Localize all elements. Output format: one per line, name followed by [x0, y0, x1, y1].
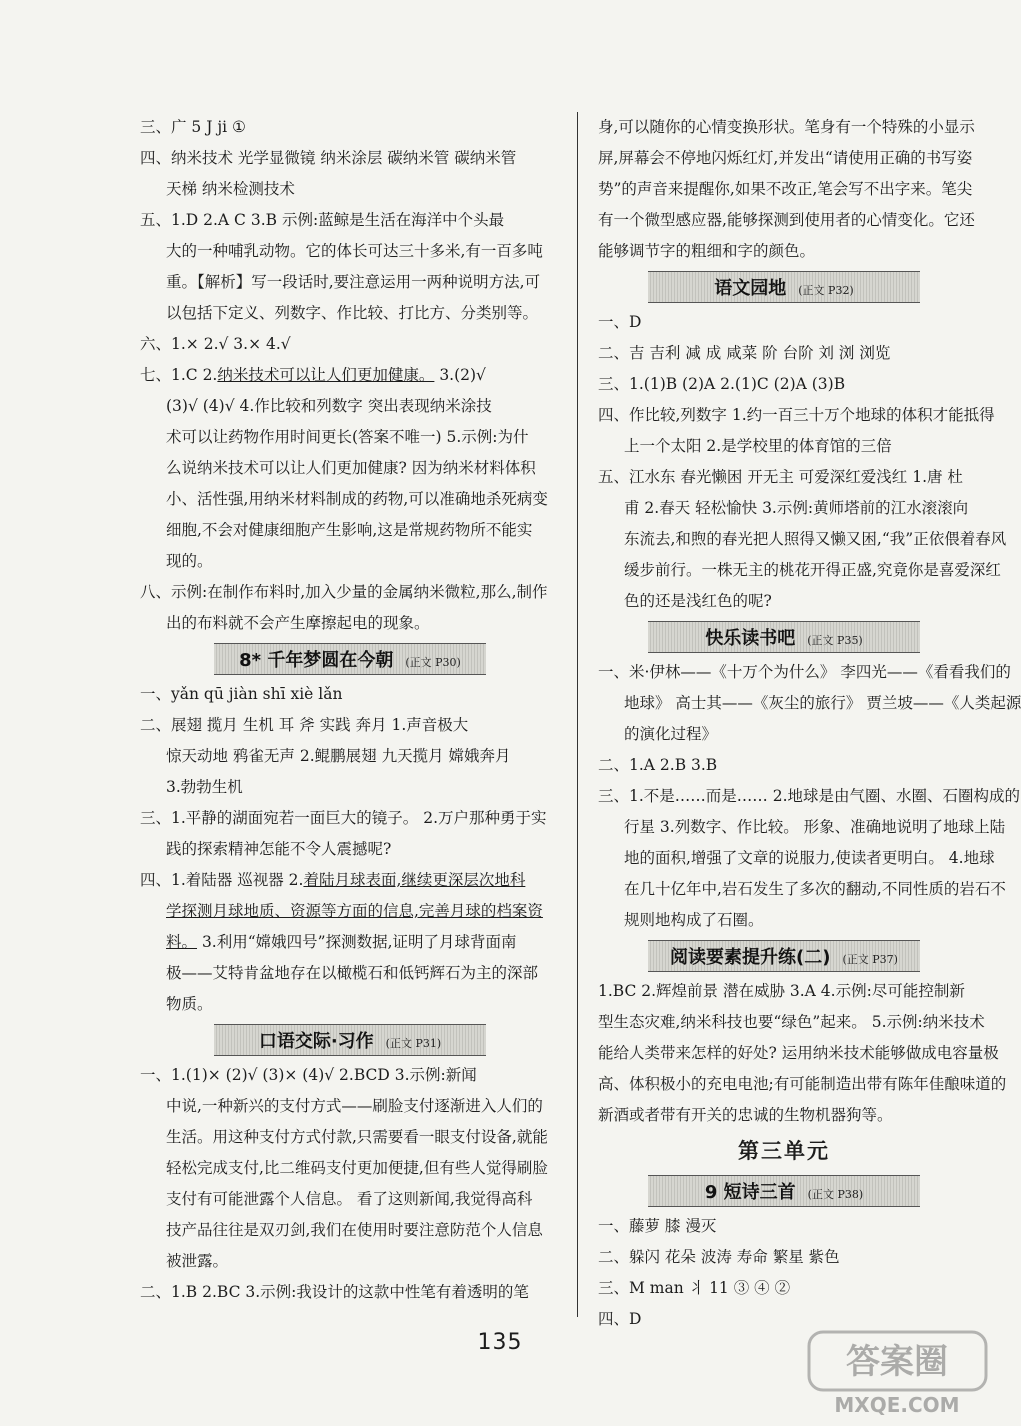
answer-line: 二、1.B 2.BC 3.示例:我设计的这款中性笔有着透明的笔	[140, 1283, 529, 1301]
section-heading-box	[648, 271, 920, 303]
answer-line: 1.BC 2.辉煌前景 潜在威胁 3.A 4.示例:尽可能控制新	[598, 982, 965, 1000]
section-heading-title: 9 短诗三首	[704, 1182, 796, 1203]
right-block-2	[598, 307, 1007, 617]
left-block-1	[140, 112, 560, 360]
answer-line: 么说纳米技术可以让人们更加健康? 因为纳米材料体积	[166, 459, 536, 477]
answer-line: 四、纳米技术 光学显微镜 纳米涂层 碳纳米管 碳纳米管	[140, 149, 517, 167]
section-heading-box	[648, 1175, 920, 1207]
section-heading-ref: (正文 P30)	[405, 656, 461, 669]
answer-line-q7	[140, 360, 560, 391]
watermark-url: MXQE.COM	[834, 1393, 960, 1417]
answer-line: 六、1.× 2.√ 3.× 4.√	[140, 335, 291, 353]
right-block-4	[598, 976, 1007, 1131]
answer-line: 三、1.平静的湖面宛若一面巨大的镜子。 2.万户那种勇于实	[140, 809, 547, 827]
answer-line: 地球》 高士其——《灰尘的旅行》 贾兰坡——《人类起源	[624, 694, 1021, 712]
answer-line: 规则地构成了石圈。	[624, 911, 764, 929]
right-block-1	[598, 112, 975, 267]
answer-line: 缓步前行。一株无主的桃花开得正盛,究竟你是喜爱深红	[624, 561, 1001, 579]
answer-line: 物质。	[166, 995, 213, 1013]
right-block-5	[598, 1211, 970, 1335]
section-heading-title: 快乐读书吧	[705, 628, 796, 649]
answer-line: 被泄露。	[166, 1252, 229, 1270]
section-heading-reading-practice	[598, 936, 970, 976]
answer-line: 重。【解析】写一段话时,要注意运用一两种说明方法,可	[166, 273, 541, 291]
left-block-2	[140, 391, 560, 639]
right-column	[598, 112, 1021, 1335]
answer-line: 技产品往往是双刃剑,我们在使用时要注意防范个人信息	[166, 1221, 543, 1239]
answer-line: 高、体积极小的充电电池;有可能制造出带有陈年佳酿味道的	[598, 1075, 1007, 1093]
answer-line-q4-3	[140, 927, 560, 958]
answer-line: 一、yǎn qū jiàn shī xiè lǎn	[140, 685, 343, 703]
answer-line: 小、活性强,用纳米材料制成的药物,可以准确地杀死病变	[166, 490, 548, 508]
answer-line: 在几十亿年中,岩石发生了多次的翻动,不同性质的岩石不	[624, 880, 1006, 898]
answer-line: 二、展翅 揽月 生机 耳 斧 实践 奔月 1.声音极大	[140, 716, 469, 734]
answer-line: 八、示例:在制作布料时,加入少量的金属纳米微粒,那么,制作	[140, 583, 548, 601]
answer-line: 三、广 5 J ji ①	[140, 118, 246, 136]
section-heading-ref: (正文 P37)	[842, 953, 898, 966]
watermark-text: 答案圈	[846, 1342, 948, 1382]
answer-line: 以包括下定义、列数字、作比较、打比方、分类别等。	[166, 304, 539, 322]
answer-line: 的演化过程》	[624, 725, 718, 743]
answer-line: 一、1.(1)× (2)√ (3)× (4)√ 2.BCD 3.示例:新闻	[140, 1066, 477, 1084]
answer-line: 三、1.(1)B (2)A 2.(1)C (2)A (3)B	[598, 375, 846, 393]
answer-line: 一、藤萝 膝 漫灭	[598, 1217, 717, 1235]
section-heading-chinese-garden	[598, 267, 970, 307]
section-heading-ref: (正文 P35)	[807, 634, 863, 647]
answer-line: 有一个微型感应器,能够探测到使用者的心情变化。它还	[598, 211, 975, 229]
answer-line: 现的。	[166, 552, 213, 570]
q4-underlined-answer: 着陆月球表面,继续更深层次地科	[303, 871, 526, 889]
answer-line: 五、江水东 春光懒困 开无主 可爱深红爱浅红 1.唐 杜	[598, 468, 963, 486]
answer-line: 能够调节字的粗细和字的颜色。	[598, 242, 816, 260]
answer-line: 轻松完成支付,比二维码支付更加便捷,但有些人觉得刷脸	[166, 1159, 548, 1177]
q4-prefix: 四、1.着陆器 巡视器 2.	[140, 871, 304, 889]
answer-line: 出的布料就不会产生摩擦起电的现象。	[166, 614, 430, 632]
page-number: 135	[477, 1330, 523, 1355]
left-column	[140, 112, 560, 1308]
answer-line: 地的面积,增强了文章的说服力,使读者更明白。 4.地球	[624, 849, 995, 867]
answer-line: 势”的声音来提醒你,如果不改正,笔会写不出字来。笔尖	[598, 180, 973, 198]
answer-line: 践的探索精神怎能不令人震撼呢?	[166, 840, 392, 858]
answer-line-q4-2	[140, 896, 560, 927]
answer-line: 四、作比较,列数字 1.约一百三十万个地球的体积才能抵得	[598, 406, 995, 424]
answer-line: 上一个太阳 2.是学校里的体育馆的三倍	[624, 437, 892, 455]
section-heading-ref: (正文 P32)	[798, 284, 854, 297]
section-heading-title: 口语交际·习作	[258, 1031, 374, 1052]
right-block-3	[598, 657, 1021, 936]
answer-line: 三、M man 丬 11 ③ ④ ②	[598, 1279, 791, 1297]
answer-line: 身,可以随你的心情变换形状。笔身有一个特殊的小显示	[598, 118, 975, 136]
answer-line: 东流去,和煦的春光把人照得又懒又困,“我”正依偎着春风	[624, 530, 1007, 548]
answer-line: 屏,屏幕会不停地闪烁红灯,并发出“请使用正确的书写姿	[598, 149, 973, 167]
section-heading-box	[214, 1024, 486, 1056]
section-heading-box	[648, 940, 920, 972]
watermark-logo-icon	[805, 1328, 990, 1418]
answer-line: 二、吉 吉利 减 成 咸菜 阶 台阶 刘 浏 浏览	[598, 344, 891, 362]
left-block-3	[140, 679, 560, 865]
answer-line: 极——艾特肯盆地存在以橄榄石和低钙辉石为主的深部	[166, 964, 539, 982]
q4-underlined-answer: 学探测月球地质、资源等方面的信息,完善月球的档案资	[166, 902, 543, 920]
answer-line: 3.勃勃生机	[166, 778, 243, 796]
section-heading-ref: (正文 P38)	[807, 1188, 864, 1201]
section-heading-box	[648, 621, 920, 653]
column-divider	[577, 112, 578, 1317]
answer-line: 二、1.A 2.B 3.B	[598, 756, 718, 774]
q4-suffix: 3.利用“嫦娥四号”探测数据,证明了月球背面南	[197, 933, 517, 951]
answer-line: 五、1.D 2.A C 3.B 示例:蓝鲸是生活在海洋中个头最	[140, 211, 505, 229]
answer-line: 生活。用这种支付方式付款,只需要看一眼支付设备,就能	[166, 1128, 548, 1146]
answer-line: 惊天动地 鸦雀无声 2.鲲鹏展翅 九天揽月 嫦娥奔月	[166, 747, 511, 765]
section-heading-lesson-8	[140, 639, 560, 679]
answer-line: 中说,一种新兴的支付方式——刷脸支付逐渐进入人们的	[166, 1097, 543, 1115]
q7-prefix: 七、1.C 2.	[140, 366, 218, 384]
answer-line: 型生态灾难,纳米科技也要“绿色”起来。 5.示例:纳米技术	[598, 1013, 985, 1031]
answer-line: 行星 3.列数字、作比较。 形象、准确地说明了地球上陆	[624, 818, 1006, 836]
answer-line: 甫 2.春天 轻松愉快 3.示例:黄师塔前的江水滚滚向	[624, 499, 969, 517]
q4-underlined-answer: 料。	[166, 933, 198, 951]
section-heading-lesson-9	[598, 1171, 970, 1211]
answer-line: 色的还是浅红色的呢?	[624, 592, 772, 610]
section-heading-oral-writing	[140, 1020, 560, 1060]
section-heading-title: 阅读要素提升练(二)	[670, 947, 831, 968]
answer-line: 四、D	[598, 1310, 642, 1328]
answer-line: 细胞,不会对健康细胞产生影响,这是常规药物所不能实	[166, 521, 533, 539]
answer-line: 新酒或者带有开关的忠诚的生物机器狗等。	[598, 1106, 893, 1124]
section-heading-happy-reading	[598, 617, 970, 657]
answer-line: (3)√ (4)√ 4.作比较和列数字 突出表现纳米涂技	[166, 397, 492, 415]
answer-line: 天梯 纳米检测技术	[166, 180, 295, 198]
section-heading-title: 语文园地	[714, 278, 787, 299]
left-block-4	[140, 958, 560, 1020]
unit-title: 第三单元	[738, 1139, 830, 1163]
answer-line: 能给人类带来怎样的好处? 运用纳米技术能够做成电容量极	[598, 1044, 999, 1062]
section-heading-box	[214, 643, 486, 675]
answer-line: 术可以让药物作用时间更长(答案不唯一) 5.示例:为什	[166, 428, 529, 446]
q7-suffix: 3.(2)√	[434, 366, 486, 384]
q7-underlined-answer: 纳米技术可以让人们更加健康。	[217, 366, 435, 384]
section-heading-title: 8* 千年梦圆在今朝	[239, 650, 394, 671]
answer-line: 大的一种哺乳动物。它的体长可达三十多米,有一百多吨	[166, 242, 543, 260]
answer-line: 三、1.不是……而是…… 2.地球是由气圈、水圈、石圈构成的	[598, 787, 1021, 805]
answer-line-q4-1	[140, 865, 560, 896]
answer-line: 二、躲闪 花朵 波涛 寿命 繁星 紫色	[598, 1248, 840, 1266]
answer-line: 一、米·伊林——《十万个为什么》 李四光——《看看我们的	[598, 663, 1011, 681]
left-block-5	[140, 1060, 560, 1308]
answer-line: 支付有可能泄露个人信息。 看了这则新闻,我觉得高科	[166, 1190, 533, 1208]
answer-line: 一、D	[598, 313, 642, 331]
section-heading-ref: (正文 P31)	[385, 1037, 442, 1050]
